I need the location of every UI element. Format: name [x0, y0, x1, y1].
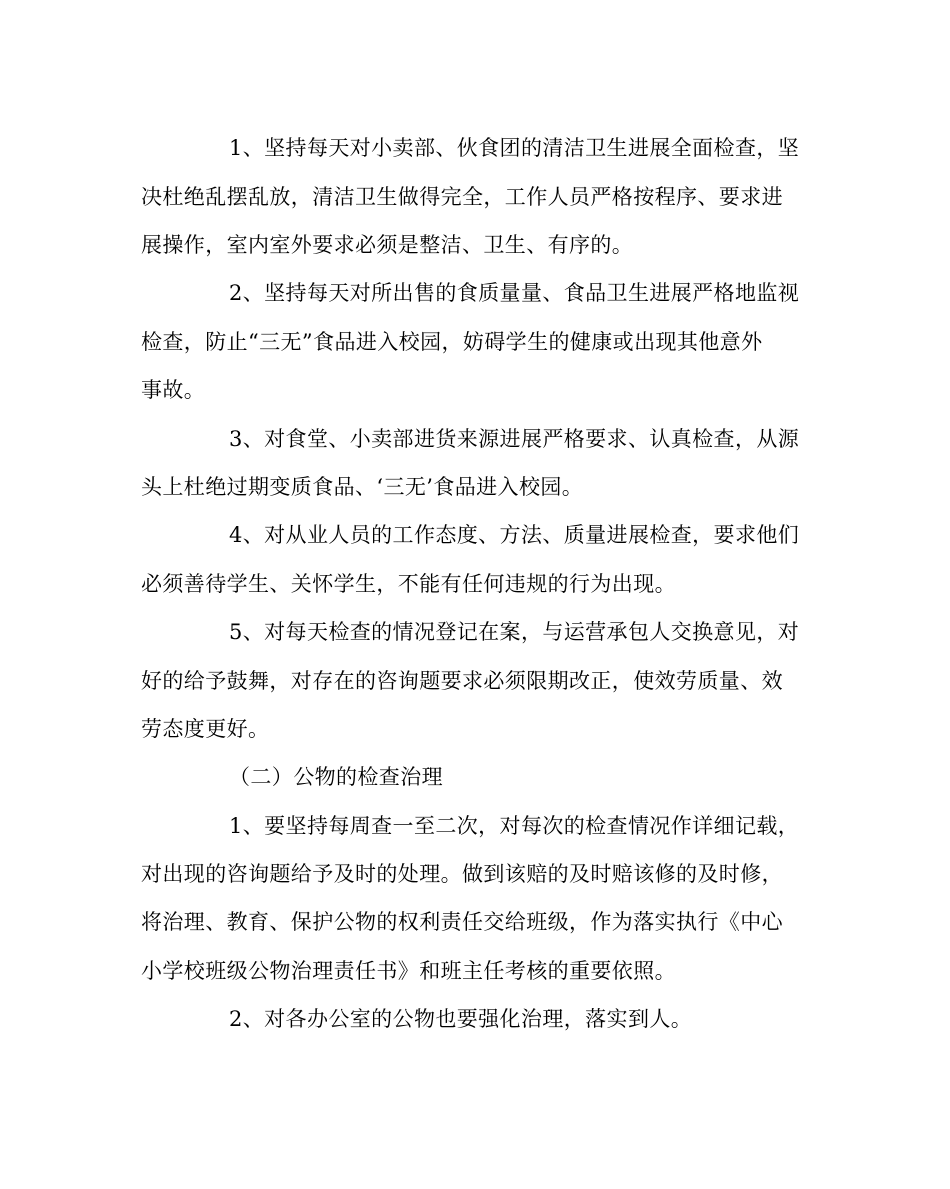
section-heading: （二）公物的检查治理 [229, 765, 443, 789]
text-line: 好的给予鼓舞，对存在的咨询题要求必须限期改正，使效劳质量、效 [141, 669, 783, 693]
text-line: 小学校班级公物治理责任书》和班主任考核的重要依照。 [141, 959, 676, 983]
text-line: 2、坚持每天对所出售的食质量量、食品卫生进展严格地监视 [229, 281, 800, 305]
text-line: 5、对每天检查的情况登记在案，与运营承包人交换意见，对 [229, 620, 800, 644]
text-line: 2、对各办公室的公物也要强化治理，落实到人。 [229, 1007, 693, 1031]
text-line: 1、坚持每天对小卖部、伙食团的清洁卫生进展全面检查，坚 [229, 136, 800, 160]
text-line: 1、要坚持每周查一至二次，对每次的检查情况作详细记载， [229, 814, 800, 838]
text-line: 3、对食堂、小卖部进货来源进展严格要求、认真检查，从源 [229, 427, 800, 451]
text-line: 对出现的咨询题给予及时的处理。做到该赔的及时赔该修的及时修， [141, 862, 783, 886]
text-line: 劳态度更好。 [141, 717, 270, 741]
text-line: 展操作，室内室外要求必须是整洁、卫生、有序的。 [141, 233, 634, 257]
text-line: 头上杜绝过期变质食品、‘三无’食品进入校园。 [141, 475, 584, 499]
text-line: 必须善待学生、关怀学生，不能有任何违规的行为出现。 [141, 572, 676, 596]
text-line: 将治理、教育、保护公物的权利责任交给班级，作为落实执行《中心 [141, 910, 783, 934]
text-line: 检查，防止“三无”食品进入校园，妨碍学生的健康或出现其他意外 [141, 330, 763, 354]
text-line: 决杜绝乱摆乱放，清洁卫生做得完全，工作人员严格按程序、要求进 [141, 185, 783, 209]
text-line: 事故。 [141, 378, 206, 402]
text-line: 4、对从业人员的工作态度、方法、质量进展检查，要求他们 [229, 523, 800, 547]
